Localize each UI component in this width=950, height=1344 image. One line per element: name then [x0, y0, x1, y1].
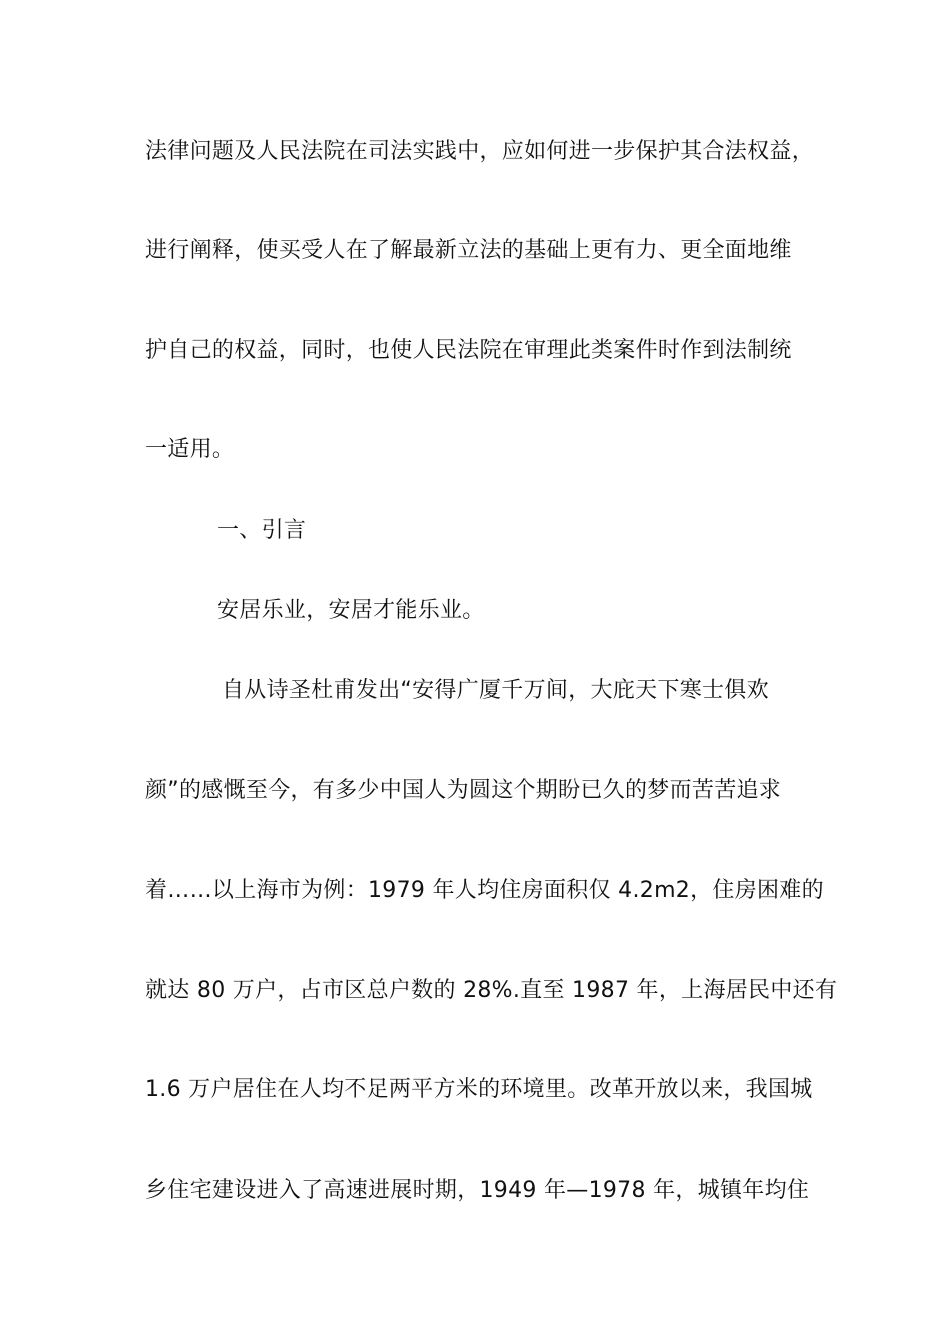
paragraph-line: 一适用。: [145, 437, 235, 462]
paragraph-line: 法律问题及人民法院在司法实践中，应如何进一步保护其合法权益，: [145, 139, 815, 164]
paragraph-line: 就达 80 万户，占市区总户数的 28%.直至 1987 年，上海居民中还有: [145, 978, 838, 1003]
paragraph-line: 着……以上海市为例：1979 年人均住房面积仅 4.2m2，住房困难的: [145, 878, 824, 903]
paragraph-line: 安居乐业，安居才能乐业。: [217, 598, 485, 623]
paragraph-line: 1.6 万户居住在人均不足两平方米的环境里。改革开放以来，我国城: [145, 1077, 813, 1102]
section-heading: 一、引言: [217, 518, 307, 543]
paragraph-line: 护自己的权益，同时，也使人民法院在审理此类案件时作到法制统: [145, 338, 792, 363]
paragraph-line: 颜”的感慨至今，有多少中国人为圆这个期盼已久的梦而苦苦追求: [145, 778, 782, 803]
paragraph-line: 乡住宅建设进入了高速进展时期，1949 年—1978 年，城镇年均住: [145, 1178, 810, 1203]
paragraph-line: 进行阐释，使买受人在了解最新立法的基础上更有力、更全面地维: [145, 238, 792, 263]
paragraph-line: 自从诗圣杜甫发出“安得广厦千万间，大庇天下寒士俱欢: [222, 678, 769, 703]
